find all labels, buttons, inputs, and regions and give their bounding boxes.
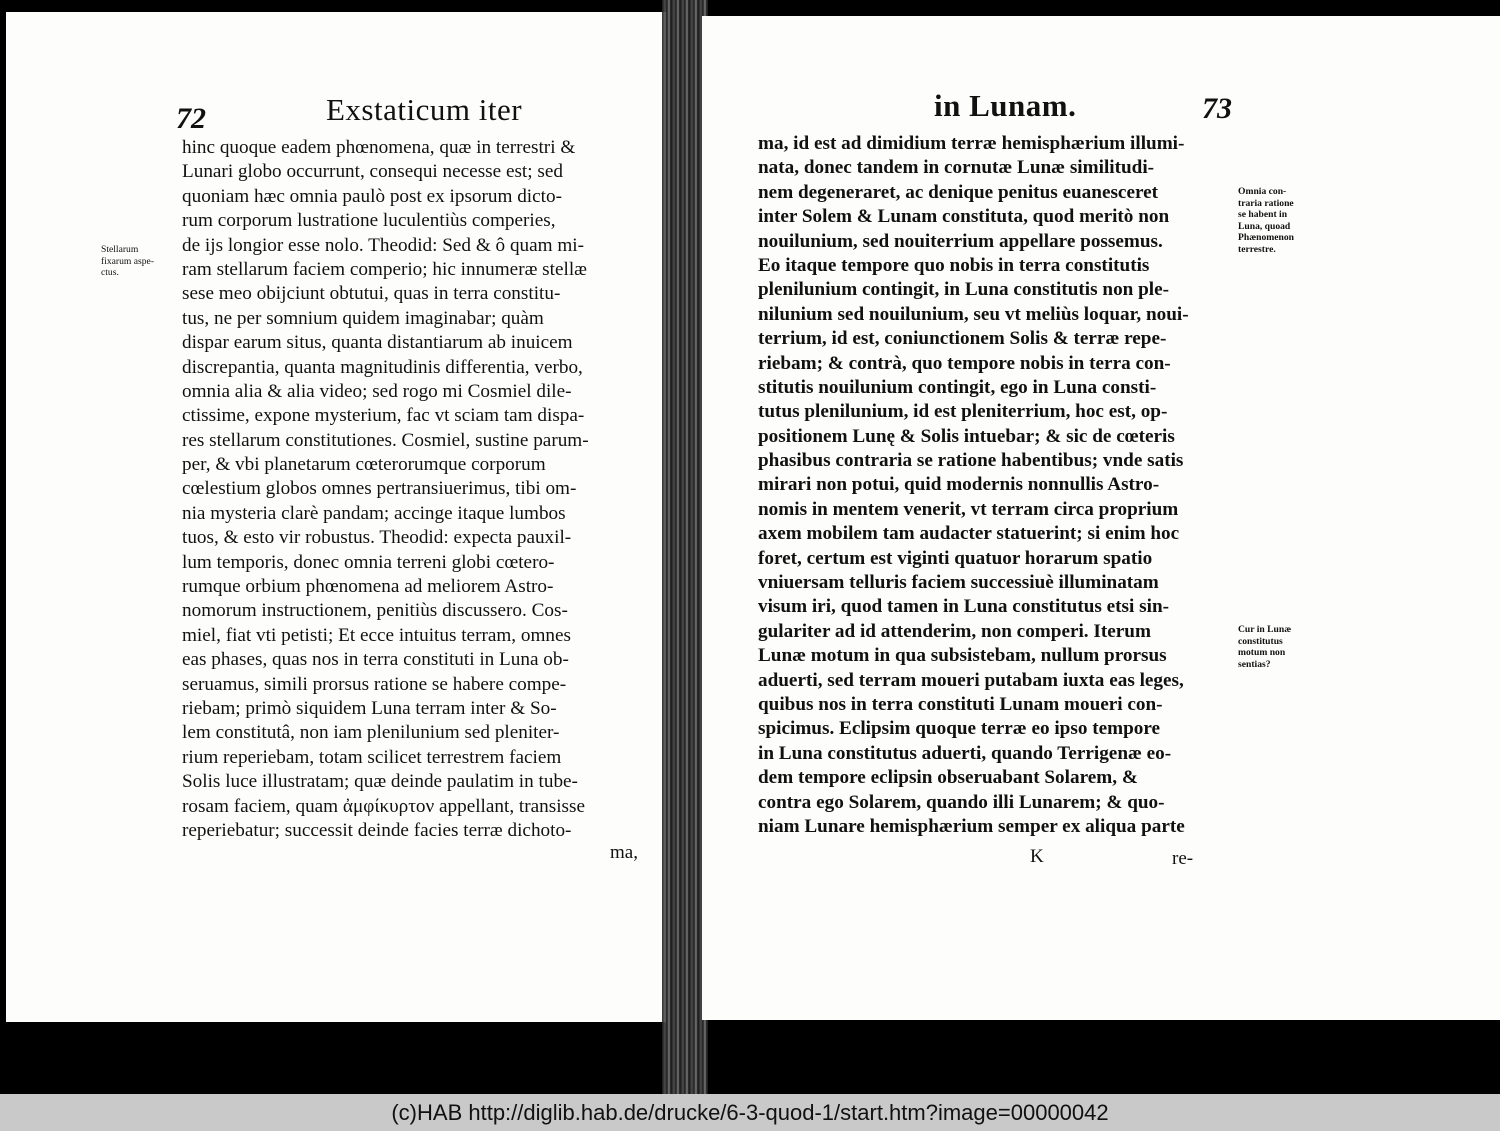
text-line: inter Solem & Lunam constituta, quod meritò non	[758, 206, 1170, 228]
text-line: rosam faciem, quam ἀμφίκυρτον appellant, transisse	[182, 795, 585, 817]
text-line: nem degeneraret, ac denique penitus euanesceret	[758, 181, 1159, 203]
text-line: nouilunium, sed nouiterrium appellare possemus.	[758, 230, 1163, 252]
text-line: dispar earum situs, quanta distantiarum ab inuicem	[182, 332, 573, 354]
text-line: nilunium sed nouilunium, seu vt meliùs loquar, noui-	[758, 303, 1189, 325]
text-line: terrium, id est, coniunctionem Solis & terræ repe-	[758, 328, 1167, 350]
text-line: lum temporis, donec omnia terreni globi cœtero-	[182, 551, 555, 573]
text-line: nomis in mentem venerit, vt terram circa proprium	[758, 498, 1179, 520]
catchword: re-	[1172, 848, 1194, 869]
margin-note-line: Omnia con-	[1238, 186, 1287, 197]
text-line: rum corporum lustratione luculentiùs comperies,	[182, 210, 556, 232]
text-line: omnia alia & alia video; sed rogo mi Cosmiel dile-	[182, 380, 572, 402]
text-line: Solis luce illustratam; quæ deinde paulatim in tube-	[182, 771, 578, 793]
margin-note-line: sentias?	[1238, 658, 1271, 670]
text-line: lem constitutâ, non iam plenilunium sed pleniter-	[182, 722, 560, 744]
text-line: Lunæ motum in qua subsistebam, nullum prorsus	[758, 645, 1167, 667]
text-line: ram stellarum faciem comperio; hic innumeræ stellæ	[182, 258, 587, 280]
text-line: nomorum instructionem, penitiùs discussero. Cos-	[182, 600, 568, 622]
text-line: tuos, & esto vir robustus. Theodid: expecta pauxil-	[182, 527, 572, 549]
text-line: gulariter ad id attenderim, non comperi. Iterum	[758, 620, 1151, 642]
running-title: in Lunam.	[934, 88, 1077, 123]
page-number: 73	[1202, 92, 1232, 125]
signature-mark: K	[1030, 846, 1044, 867]
margin-note-line: motum non	[1238, 647, 1286, 658]
text-line: miel, fiat vti petisti; Et ecce intuitus terram, omnes	[182, 624, 571, 646]
text-line: res stellarum constitutiones. Cosmiel, sustine parum-	[182, 429, 589, 451]
text-line: niam Lunare hemisphærium semper ex aliqua parte	[758, 815, 1185, 837]
text-line: positionem Lunę & Solis intuebar; & sic de cœteris	[758, 425, 1175, 447]
text-line: rium reperiebam, totam scilicet terrestrem faciem	[182, 746, 562, 768]
text-line: mirari non potui, quid modernis nonnullis Astro-	[758, 474, 1160, 496]
text-line: visum iri, quod tamen in Luna constitutus etsi sin-	[758, 596, 1170, 618]
text-line: seruamus, simili prorsus ratione se habere compe-	[182, 673, 567, 695]
text-line: eas phases, quas nos in terra constituti in Luna ob-	[182, 649, 569, 671]
text-line: discrepantia, quanta magnitudinis differentia, verbo,	[182, 356, 583, 378]
text-line: plenilunium contingit, in Luna constitutis non ple-	[758, 279, 1170, 301]
text-line: ma, id est ad dimidium terræ hemisphærium illumi-	[758, 133, 1185, 154]
text-line: in Luna constitutus aduerti, quando Terrigenæ eo-	[758, 742, 1172, 764]
margin-note-line: Phænomenon	[1238, 232, 1294, 243]
running-title: Exstaticum iter	[326, 92, 523, 127]
text-line: vniuersam telluris faciem successiuè illuminatam	[758, 572, 1159, 594]
margin-note	[1238, 624, 1291, 670]
right-page	[702, 16, 1500, 1020]
text-line: tus, ne per somnium quidem imaginabar; quàm	[182, 307, 544, 329]
margin-note-line: Luna, quoad	[1238, 220, 1291, 232]
text-line: reperiebatur; successit deinde facies terræ dichoto-	[182, 819, 572, 841]
text-line: riebam; primò siquidem Luna terram inter & So-	[182, 697, 557, 719]
margin-note-line: Stellarum	[101, 244, 139, 255]
text-line: per, & vbi planetarum cœterorumque corporum	[182, 454, 546, 476]
margin-note-line: ctus.	[101, 267, 119, 278]
page-number: 72	[176, 102, 206, 135]
text-line: cœlestium globos omnes pertransiuerimus, tibi om-	[182, 478, 577, 500]
text-line: tutus plenilunium, id est pleniterrium, hoc est, op-	[758, 401, 1168, 423]
left-page	[6, 12, 666, 1022]
text-line: hinc quoque eadem phœnomena, quæ in terrestri &	[182, 137, 576, 158]
text-line: dem tempore eclipsin obseruabant Solarem, &	[758, 767, 1138, 789]
text-line: de ijs longior esse nolo. Theodid: Sed & ô quam mi-	[182, 234, 585, 256]
footer-credit: (c)HAB http://diglib.hab.de/drucke/6-3-quod-1/start.htm?image=00000042	[391, 1099, 1109, 1125]
text-block	[758, 132, 1234, 839]
text-line: foret, certum est viginti quatuor horarum spatio	[758, 547, 1153, 569]
text-line: axem mobilem tam audacter statuerint; si enim hoc	[758, 523, 1180, 545]
catchword: ma,	[610, 842, 638, 863]
margin-note	[101, 244, 154, 279]
footer-bar	[0, 1094, 1500, 1131]
margin-note-line: se habent in	[1238, 209, 1288, 220]
text-line: rumque orbium phœnomena ad meliorem Astro-	[182, 576, 554, 598]
margin-note	[1238, 186, 1294, 255]
text-line: quibus nos in terra constituti Lunam moueri con-	[758, 693, 1163, 715]
text-line: nia mysteria clarè pandam; accinge itaque lumbos	[182, 502, 566, 524]
text-line: contra ego Solarem, quando illi Lunarem; & quo-	[758, 791, 1165, 813]
text-line: stitutis nouilunium contingit, ego in Luna consti-	[758, 376, 1157, 398]
text-line: riebam; & contrà, quo tempore nobis in terra con-	[758, 352, 1171, 374]
text-line: nata, donec tandem in cornutæ Lunæ similitudi-	[758, 157, 1155, 179]
text-line: ctissime, expone mysterium, fac vt sciam tam dispa-	[182, 405, 585, 427]
text-line: spicimus. Eclipsim quoque terræ eo ipso tempore	[758, 718, 1161, 740]
text-line: Lunari globo occurrunt, consequi necesse est; sed	[182, 161, 563, 183]
text-block	[182, 136, 666, 843]
text-line: sese meo obijciunt obtutui, quas in terra constitu-	[182, 283, 561, 305]
margin-note-line: Cur in Lunæ	[1238, 624, 1292, 635]
margin-note-line: terrestre.	[1238, 243, 1276, 255]
text-line: aduerti, sed terram moueri putabam iuxta eas leges,	[758, 669, 1184, 691]
margin-note-line: traria ratione	[1238, 197, 1294, 209]
text-line: Eo itaque tempore quo nobis in terra constitutis	[758, 254, 1150, 276]
margin-note-line: constitutus	[1238, 635, 1283, 647]
margin-note-line: fixarum aspe-	[101, 255, 155, 267]
text-line: quoniam hæc omnia paulò post ex ipsorum dicto-	[182, 185, 562, 207]
text-line: phasibus contraria se ratione habentibus; vnde satis	[758, 450, 1184, 472]
